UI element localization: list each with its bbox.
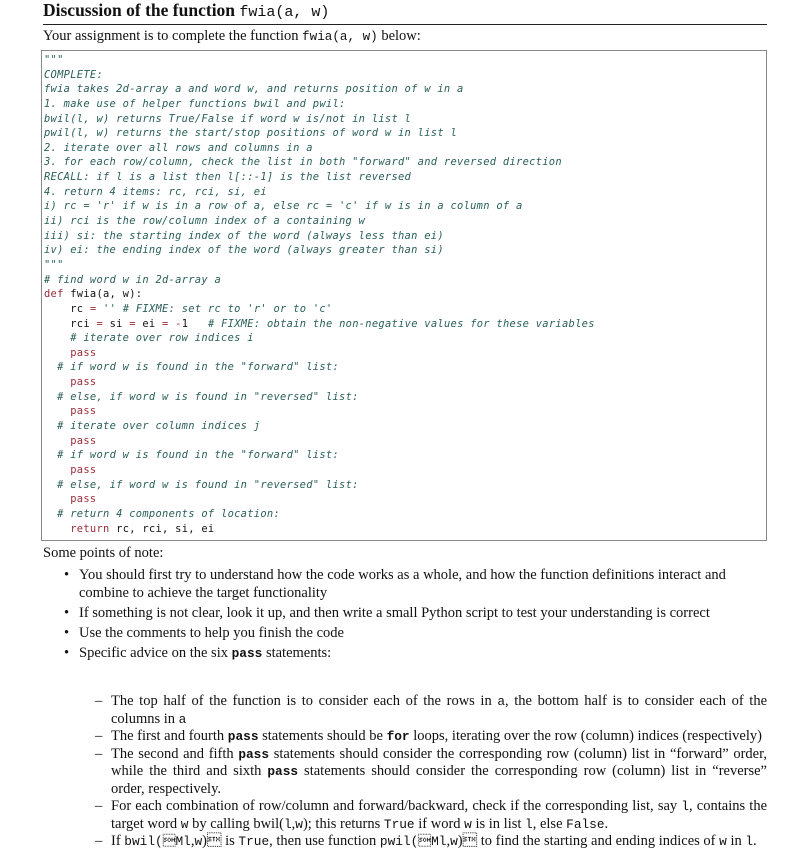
intro-after: below: xyxy=(377,28,421,44)
code-line: iv) ei: the ending index of the word (always greater than si) xyxy=(44,244,444,257)
notes-heading: Some points of note: xyxy=(43,545,164,561)
notes-list xyxy=(60,567,768,665)
note-bullet: • If something is not clear, look it up, and then write a small Python script to test your understanding is correct xyxy=(60,605,768,623)
code-line: rc = '' # FIXME: set rc to 'r' or to 'c' xyxy=(44,302,333,315)
code-line: pwil(l, w) returns the start/stop positions of word w in list l xyxy=(44,127,458,140)
code-line: return rc, rci, si, ei xyxy=(70,522,215,535)
code-line: pass xyxy=(70,434,97,447)
page-title xyxy=(43,0,329,21)
code-line: # return 4 components of location: xyxy=(57,507,281,520)
code-line: COMPLETE: xyxy=(44,68,104,81)
note-bullet: • Use the comments to help you finish the code xyxy=(60,625,768,643)
code-line: iii) si: the starting index of the word (always less than ei) xyxy=(44,229,444,242)
code-line: bwil(l, w) returns True/False if word w is/not in list l xyxy=(44,112,412,125)
code-line: pass xyxy=(70,405,97,418)
code-line: ii) rci is the row/column index of a containing w xyxy=(44,215,366,228)
code-line: 2. iterate over all rows and columns in a xyxy=(44,141,313,154)
code-line: # iterate over column indices j xyxy=(57,420,261,433)
pass-advice-list xyxy=(95,693,767,851)
code-line: 3. for each row/column, check the list in both "forward" and reversed direction xyxy=(44,156,562,169)
code-line: fwia takes 2d-array a and word w, and returns position of w in a xyxy=(44,83,464,96)
pass-advice-item: – If bwil(Ml,w) is True, then use function pwil(Ml,w) to find the starting and ending indices of w in l. xyxy=(95,833,767,851)
note-bullet: • You should first try to understand how the code works as a whole, and how the function definitions interact and combine to achieve the target functionality xyxy=(60,567,768,602)
code-line: pass xyxy=(70,463,97,476)
code-line: """ xyxy=(44,258,64,271)
code-line: pass xyxy=(70,493,97,506)
code-line: # else, if word w is found in "reversed" list: xyxy=(57,390,359,403)
code-line: # else, if word w is found in "reversed" list: xyxy=(57,478,359,491)
code-line: def fwia(a, w): xyxy=(44,288,143,301)
intro-text xyxy=(43,28,421,45)
code-line: """ xyxy=(44,54,64,66)
title-prefix: Discussion of the function xyxy=(43,0,240,20)
code-line: # if word w is found in the "forward" list: xyxy=(57,449,340,462)
code-line: 4. return 4 items: rc, rci, si, ei xyxy=(44,185,267,198)
code-line: RECALL: if l is a list then l[::-1] is the list reversed xyxy=(44,171,412,184)
title-rule xyxy=(43,24,767,25)
code-listing xyxy=(44,53,595,536)
code-line: pass xyxy=(70,376,97,389)
code-line: pass xyxy=(70,346,97,359)
intro-before: Your assignment is to complete the function xyxy=(43,28,303,44)
code-line: 1. make use of helper functions bwil and pwil: xyxy=(44,97,346,110)
pass-advice-item: – The second and fifth pass statements should consider the corresponding row (column) list in “forward” order, while the third and sixth pass statements should consider the corresponding row (column) list in “reverse” order, respectively. xyxy=(95,746,767,799)
intro-function-name: fwia(a, w) xyxy=(302,30,378,44)
pass-advice-item: – For each combination of row/column and forward/backward, check if the corresponding list, say l, contains the target word w by calling bwil(l,w); this returns True if word w is in list l, else False. xyxy=(95,798,767,833)
code-line: # if word w is found in the "forward" list: xyxy=(57,361,340,374)
code-line: # iterate over row indices i xyxy=(70,332,254,345)
title-function-name: fwia(a, w) xyxy=(239,4,330,21)
pass-advice-item: – The top half of the function is to consider each of the rows in a, the bottom half is to consider each of the columns in a xyxy=(95,693,767,728)
code-line: # find word w in 2d-array a xyxy=(44,273,222,286)
code-line: i) rc = 'r' if w is in a row of a, else rc = 'c' if w is in a column of a xyxy=(44,200,523,213)
note-bullet: • Specific advice on the six pass statements: xyxy=(60,645,768,663)
pass-advice-item: – The first and fourth pass statements should be for loops, iterating over the row (column) indices (respectively) xyxy=(95,728,767,746)
code-line: rci = si = ei = -1 # FIXME: obtain the non-negative values for these variables xyxy=(44,317,595,330)
